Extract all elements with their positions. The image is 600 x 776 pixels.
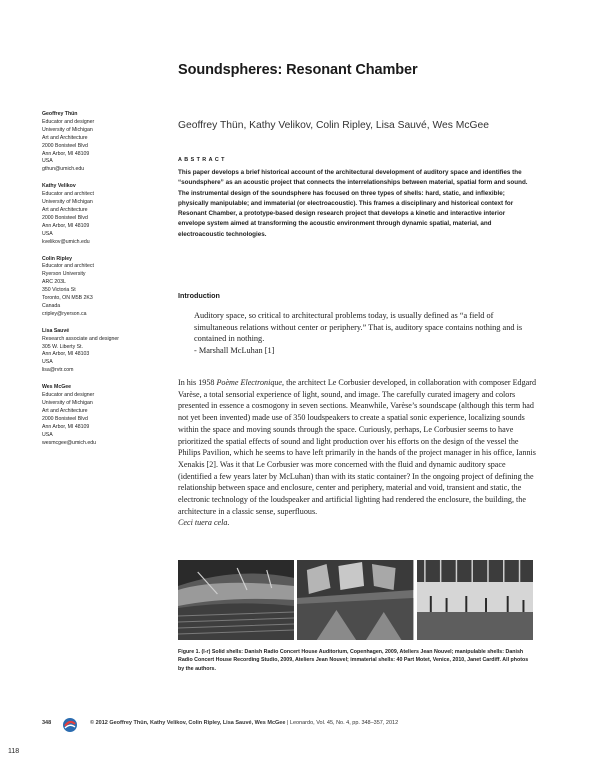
author-email[interactable]: kvelikov@umich.edu bbox=[42, 238, 90, 245]
author-block bbox=[42, 328, 162, 375]
body-italic-run: Ceci tuera cela. bbox=[178, 518, 230, 528]
affiliation-line: Art and Architecture bbox=[42, 206, 88, 213]
affiliation-line: University of Michigan bbox=[42, 400, 93, 406]
author-email[interactable]: cripley@ryerson.ca bbox=[42, 310, 87, 317]
body-italic-run: Poème Electronique bbox=[216, 378, 283, 387]
affiliation-line: Research associate and designer bbox=[42, 335, 119, 342]
affiliation-line: ARC 203L bbox=[42, 279, 66, 286]
photo-manipulable-shell bbox=[297, 560, 413, 640]
abstract-text: This paper develops a brief historical account of the architectural development of auditory space and identifies the “soundsphere” as an acoustic project that connects the interrelationships between material, spatial form and sound. The instrumental design of the soundsphere has focused on three types of shells: hard, static, and inflexible; physically manipulable; and immaterial (or electroacoustic). This frames a disciplinary and historical context for Resonant Chamber, a prototype-based design research project that develops a kinetic and interactive interior envelope system aimed at transforming the acoustic environment through dynamic spatial, material, and electroacoustic technologies. bbox=[178, 169, 528, 238]
page-footer bbox=[42, 717, 562, 733]
affiliation-line: 350 Victoria St bbox=[42, 287, 76, 294]
page-number: 348 bbox=[42, 720, 52, 726]
affiliation-line: Ann Arbor, MI 48109 bbox=[42, 150, 90, 157]
author-name: Kathy Velikov bbox=[42, 183, 76, 190]
affiliation-line: Educator and architect bbox=[42, 263, 94, 270]
copyright-line bbox=[90, 720, 398, 726]
section-heading-introduction: Introduction bbox=[178, 291, 220, 300]
author-block bbox=[42, 111, 162, 174]
affiliation-line: Ann Arbor, MI 48103 bbox=[42, 351, 90, 358]
affiliation-line: Educator and designer bbox=[42, 118, 95, 125]
author-affiliations bbox=[42, 111, 162, 456]
affiliation-line: USA bbox=[42, 158, 53, 165]
epigraph-attribution: - Marshall McLuhan [1] bbox=[194, 345, 275, 355]
author-name: Lisa Sauvé bbox=[42, 327, 70, 334]
author-email[interactable]: gthun@umich.edu bbox=[42, 166, 85, 173]
photo-solid-shell bbox=[178, 560, 294, 640]
affiliation-line: University of Michigan bbox=[42, 199, 93, 206]
abstract-heading: ABSTRACT bbox=[178, 157, 227, 163]
body-paragraph bbox=[178, 517, 540, 529]
affiliation-line: USA bbox=[42, 359, 53, 366]
author-block bbox=[42, 183, 162, 246]
author-name: Colin Ripley bbox=[42, 255, 72, 262]
photo-immaterial-shell bbox=[417, 560, 533, 640]
body-text-run: In his 1958 bbox=[178, 378, 217, 387]
author-name: Geoffrey Thün bbox=[42, 111, 78, 117]
affiliation-line: Ann Arbor, MI 48109 bbox=[42, 222, 90, 229]
affiliation-line: Toronto, ON M5B 2K3 bbox=[42, 295, 93, 302]
journal-logo-icon bbox=[62, 717, 78, 733]
body-text-run: , the architect Le Corbusier developed, in collaboration with composer Edgard Varèse, a total sensorial experience of light, sound, and image. The carefully curated imagery and colors presented in essence a cosmogony in seven sections. Meanwhile, Varèse’s soundscape (although this term had not yet been invented) made use of 350 loudspeakers to create a spatial sonic experience, localizing sounds within the space and moving sounds through the space. Curiously, perhaps, Le Corbusier seems to have prioritized the spatial effects of sound and light production over his efforts on the design of the vessel the Philips Pavilion, which he seems to have left primarily in the hands of the project manager in his office, Iannis Xenakis [2]. Was it that Le Corbusier was more concerned with the fluid and dynamic auditory space (identified a few years later by McLuhan) than with its static container? In the ongoing project of defining the relationship between space and enclosure, center and periphery, material and void, transient and static, the electronic technology of the loudspeaker and artificial lighting had rendered the enclosure, the building, the architecture in a classic sense, superfluous. bbox=[178, 378, 536, 516]
body-text bbox=[178, 377, 540, 529]
affiliation-line: Educator and architect bbox=[42, 191, 94, 198]
epigraph bbox=[194, 310, 539, 356]
affiliation-line: USA bbox=[42, 431, 53, 438]
author-name: Wes McGee bbox=[42, 384, 72, 391]
author-block bbox=[42, 384, 162, 447]
epigraph-quote: Auditory space, so critical to architectural problems today, is usually defined as “a field of simultaneous relations without center or periphery.” That is, auditory space contains nothing and is contained in nothing. bbox=[194, 311, 523, 344]
author-list: Geoffrey Thün, Kathy Velikov, Colin Ripley, Lisa Sauvé, Wes McGee bbox=[178, 120, 489, 131]
author-email[interactable]: wesmcgee@umich.edu bbox=[42, 439, 96, 446]
affiliation-line: 2000 Bonisteel Blvd bbox=[42, 142, 88, 149]
author-email[interactable]: lisa@rvtr.com bbox=[42, 367, 74, 374]
affiliation-line: University of Michigan bbox=[42, 126, 93, 133]
affiliation-line: 2000 Bonisteel Blvd bbox=[42, 415, 88, 422]
scan-page-number: 118 bbox=[8, 748, 20, 755]
paper-title: Soundspheres: Resonant Chamber bbox=[178, 62, 418, 78]
affiliation-line: Art and Architecture bbox=[42, 134, 88, 141]
affiliation-line: USA bbox=[42, 230, 53, 237]
figure-caption: Figure 1. (l-r) Solid shells: Danish Radio Concert House Auditorium, Copenhagen, 2009, Ateliers Jean Nouvel; manipulable shells: Danish Radio Concert House Recording Studio, 2009, Ateliers Jean Nouvel; immaterial shells: 40 Part Motet, Venice, 2010, Janet Cardiff. All photos by the authors. bbox=[178, 649, 529, 672]
body-paragraph bbox=[178, 377, 540, 517]
journal-citation: | Leonardo, Vol. 45, No. 4, pp. 348–357, 2012 bbox=[285, 720, 399, 726]
affiliation-line: Educator and designer bbox=[42, 392, 95, 399]
affiliation-line: 305 W. Liberty St. bbox=[42, 343, 83, 350]
figure-1-photos bbox=[178, 560, 533, 640]
author-block bbox=[42, 256, 162, 319]
affiliation-line: Ryerson University bbox=[42, 271, 86, 278]
affiliation-line: Canada bbox=[42, 302, 61, 309]
affiliation-line: Art and Architecture bbox=[42, 407, 88, 414]
copyright-holders: © 2012 Geoffrey Thün, Kathy Velikov, Colin Ripley, Lisa Sauvé, Wes McGee bbox=[90, 720, 286, 726]
affiliation-line: Ann Arbor, MI 48109 bbox=[42, 423, 90, 430]
affiliation-line: 2000 Bonisteel Blvd bbox=[42, 214, 88, 221]
